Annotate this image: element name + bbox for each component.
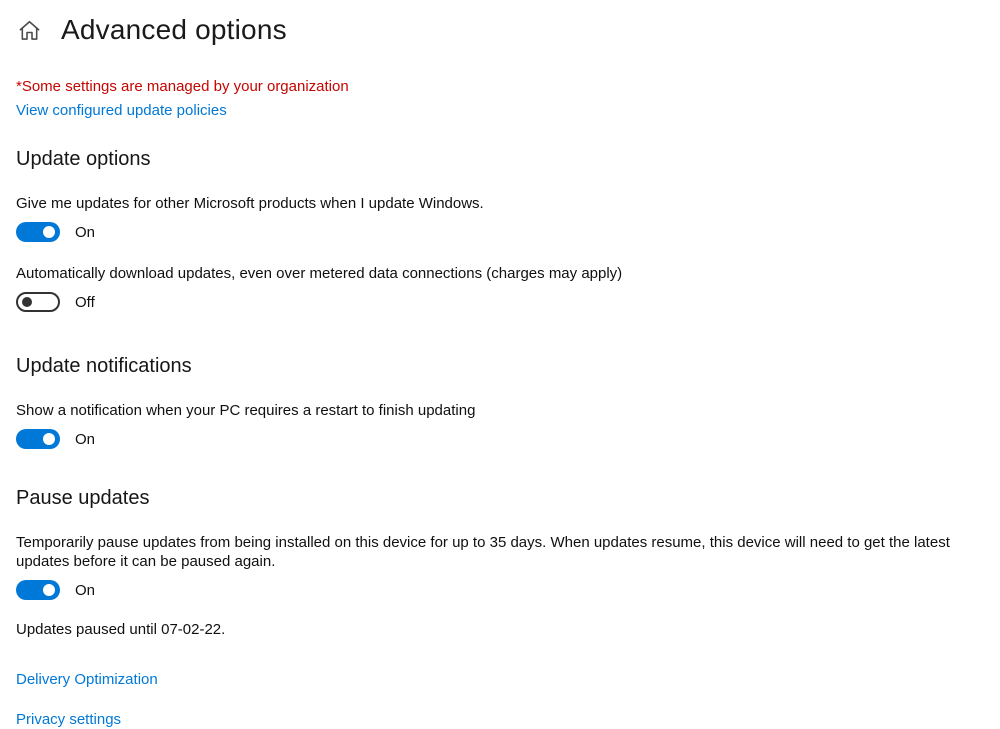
setting-restart-notification [16,401,985,449]
home-button[interactable] [16,17,42,43]
toggle-knob [43,584,55,596]
setting-microsoft-products-updates [16,194,985,242]
toggle-state-label: On [75,430,96,448]
metered-downloads-toggle[interactable] [16,292,60,312]
section-update-options [16,146,985,312]
toggle-state-label: On [75,581,96,599]
microsoft-products-updates-toggle[interactable] [16,222,60,242]
toggle-knob [43,433,55,445]
section-update-notifications [16,353,985,449]
privacy-settings-link[interactable]: Privacy settings [16,711,122,728]
section-title-update-options: Update options [16,148,151,170]
setting-metered-downloads [16,264,985,312]
delivery-optimization-link[interactable]: Delivery Optimization [16,671,158,688]
updates-paused-until-status: Updates paused until 07-02-22. [16,621,226,638]
section-title-pause-updates: Pause updates [16,487,150,509]
toggle-row [16,429,985,449]
toggle-row [16,580,985,600]
home-icon [17,18,42,43]
setting-description: Automatically download updates, even over metered data connections (charges may apply) [16,265,623,282]
managed-by-organization-warning: *Some settings are managed by your organization [16,78,349,95]
toggle-row [16,222,985,242]
setting-description: Give me updates for other Microsoft products when I update Windows. [16,195,484,212]
restart-notification-toggle[interactable] [16,429,60,449]
footer-links [16,670,985,729]
toggle-state-label: Off [75,293,95,311]
view-configured-update-policies-link[interactable]: View configured update policies [16,102,227,119]
toggle-knob [43,226,55,238]
section-title-update-notifications: Update notifications [16,355,192,377]
toggle-knob [22,297,32,307]
setting-pause-updates [16,533,985,639]
pause-updates-toggle[interactable] [16,580,60,600]
setting-description: Temporarily pause updates from being installed on this device for up to 35 days. When updates resume, this device will need to get the latest updates before it can be paused again. [16,534,950,570]
toggle-state-label: On [75,223,96,241]
page-header [16,14,985,46]
setting-description: Show a notification when your PC requires a restart to finish updating [16,402,476,419]
toggle-row [16,292,985,312]
page-title: Advanced options [61,14,287,45]
section-pause-updates [16,485,985,639]
